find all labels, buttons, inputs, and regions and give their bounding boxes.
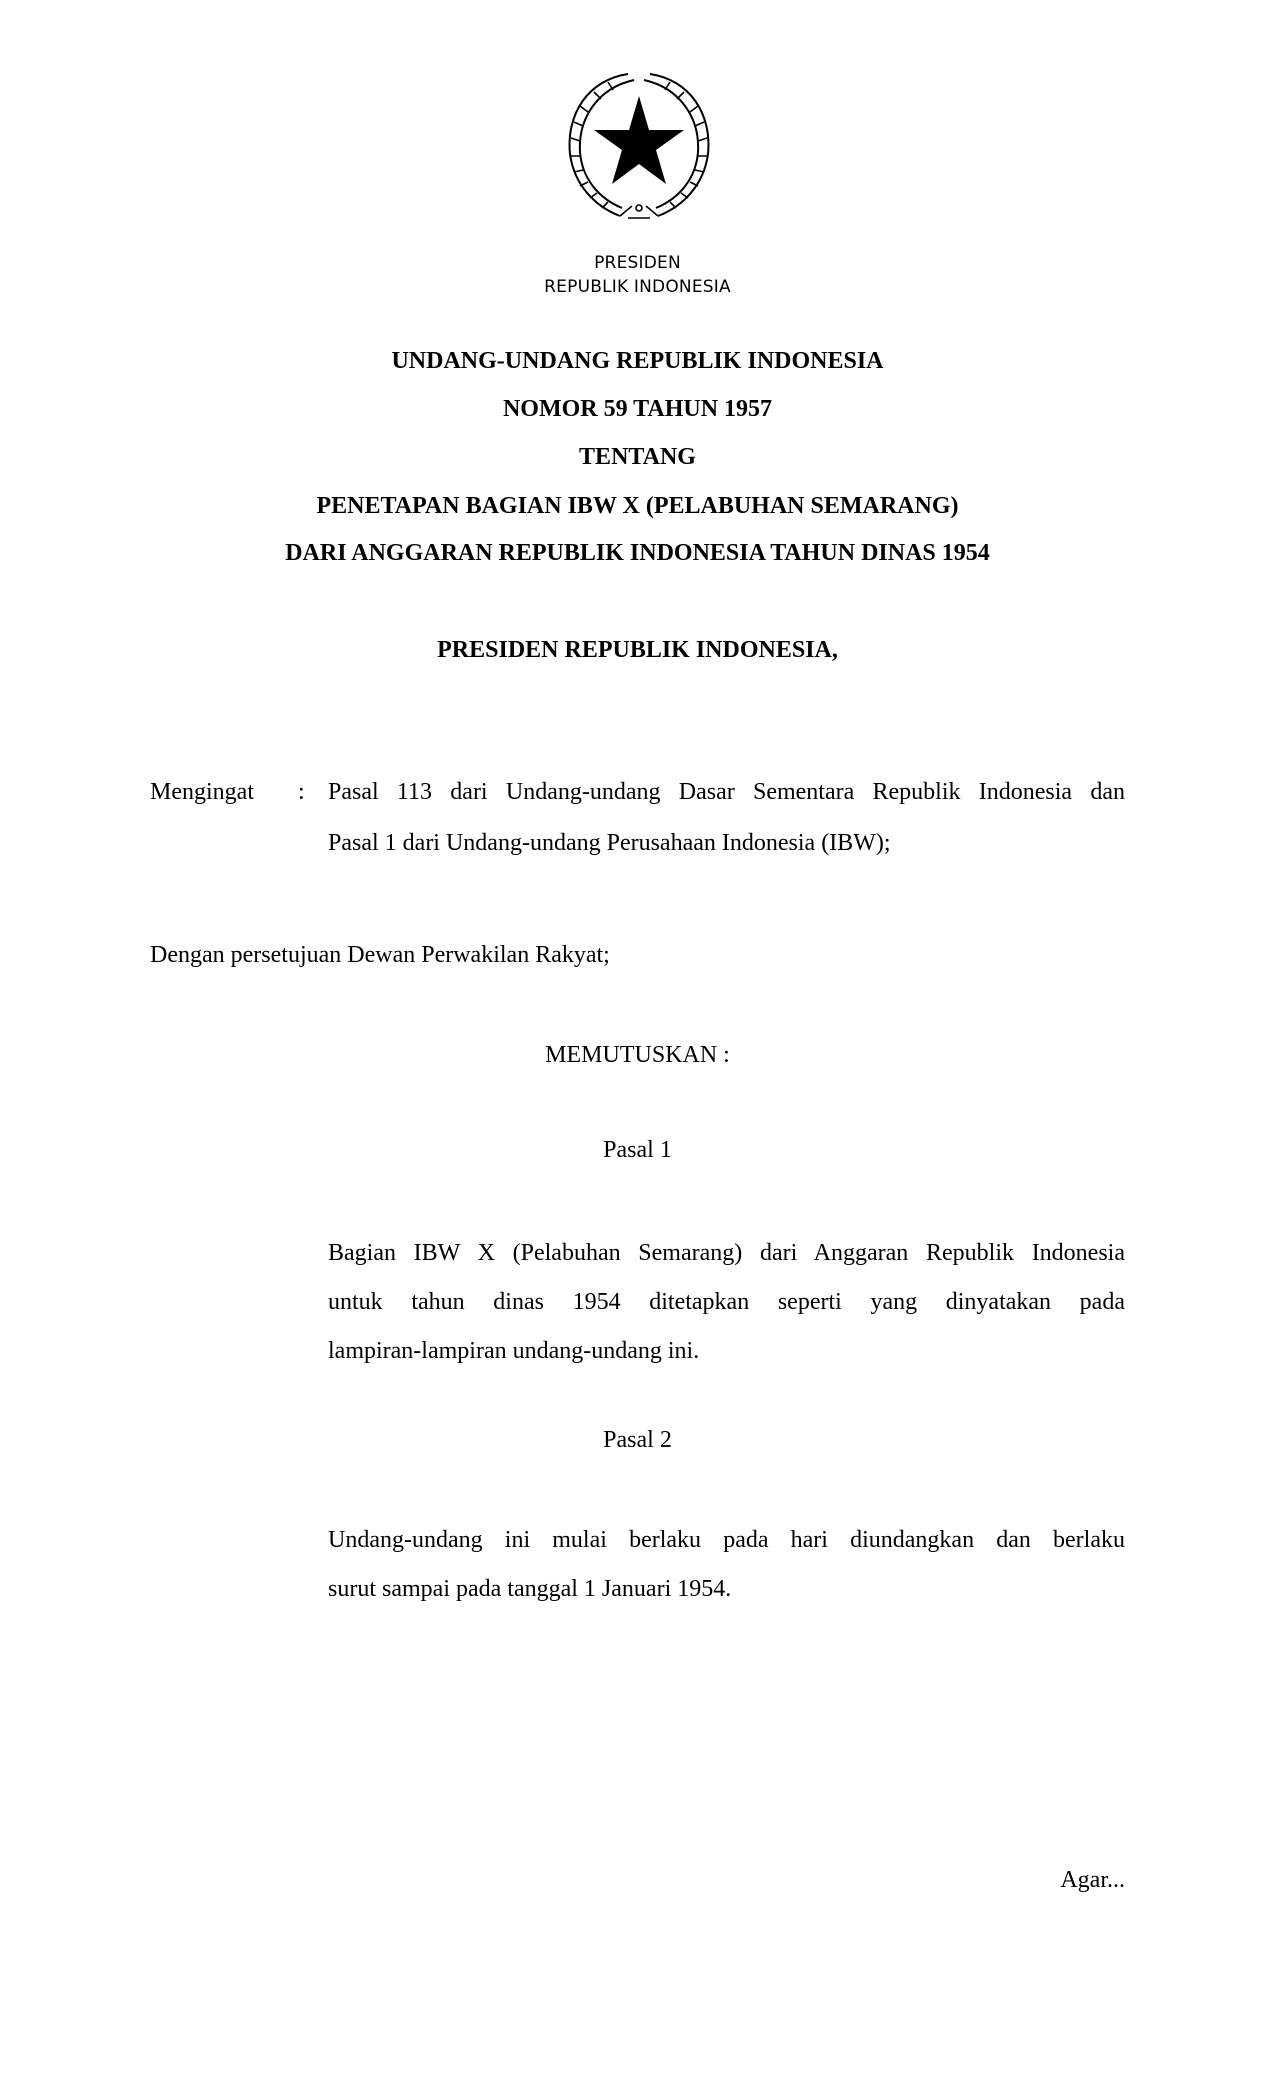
article-2-text-line: surut sampai pada tanggal 1 Januari 1954.: [328, 1576, 732, 1602]
law-number: NOMOR 59 TAHUN 1957: [502, 396, 773, 422]
decision-heading: MEMUTUSKAN :: [545, 1042, 730, 1068]
law-title-line: UNDANG-UNDANG REPUBLIK INDONESIA: [391, 348, 884, 374]
presidential-seal-icon: [558, 66, 720, 228]
considering-text-line: Pasal 1 dari Undang-undang Perusahaan Indonesia (IBW);: [328, 830, 891, 856]
law-subject-line: PENETAPAN BAGIAN IBW X (PELABUHAN SEMARANG): [316, 493, 959, 519]
issuer-heading: PRESIDEN REPUBLIK INDONESIA,: [437, 637, 838, 663]
letterhead-subtitle: REPUBLIK INDONESIA: [544, 277, 731, 297]
law-about: TENTANG: [579, 444, 696, 470]
considering-text-line: Pasal 113 dari Undang-undang Dasar Sementara Republik Indonesia dan: [328, 779, 1125, 805]
article-1-text-line: Bagian IBW X (Pelabuhan Semarang) dari Anggaran Republik Indonesia: [328, 1240, 1125, 1266]
article-1-text-line: lampiran-lampiran undang-undang ini.: [328, 1338, 700, 1364]
star-wreath-icon: [558, 66, 720, 228]
considering-colon: :: [298, 779, 305, 805]
letterhead-title: PRESIDEN: [594, 253, 681, 273]
considering-label: Mengingat: [150, 779, 254, 805]
article-1-text-line: untuk tahun dinas 1954 ditetapkan seperti yang dinyatakan pada: [328, 1289, 1125, 1315]
article-2-heading: Pasal 2: [603, 1427, 672, 1453]
article-1-heading: Pasal 1: [603, 1137, 672, 1163]
law-subject-line: DARI ANGGARAN REPUBLIK INDONESIA TAHUN DINAS 1954: [285, 540, 990, 566]
article-2-text-line: Undang-undang ini mulai berlaku pada hari diundangkan dan berlaku: [328, 1527, 1125, 1553]
approval-text: Dengan persetujuan Dewan Perwakilan Rakyat;: [150, 942, 610, 968]
page-continuation: Agar...: [1060, 1867, 1125, 1893]
